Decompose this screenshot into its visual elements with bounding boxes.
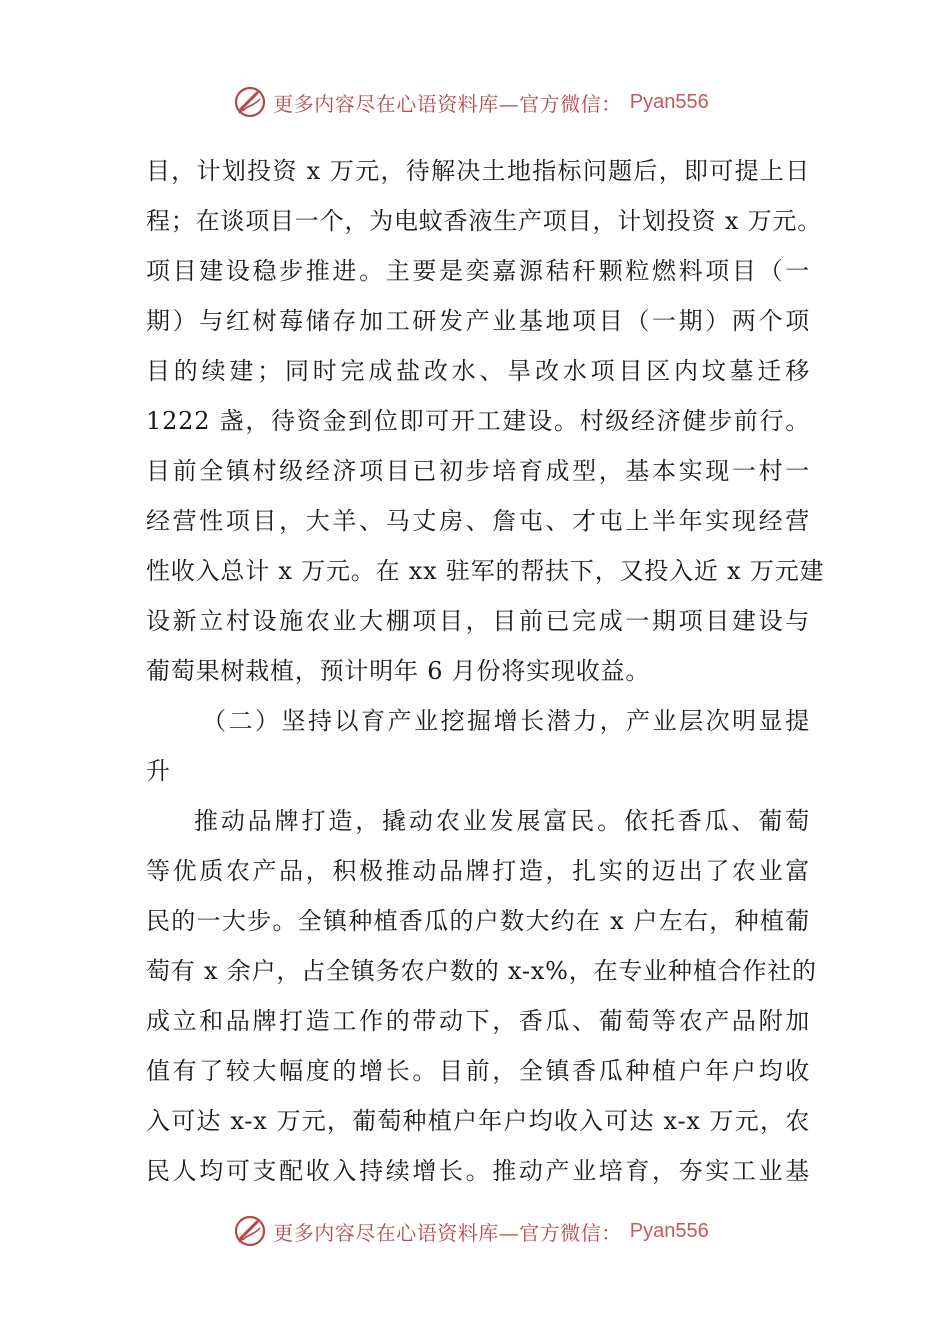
body-line: 期）与红树莓储存加工研发产业基地项目（一期）两个项 [146, 307, 810, 335]
pen-logo-icon [233, 1214, 267, 1248]
body-line: 等优质农产品，积极推动品牌打造，扎实的迈出了农业富 [146, 857, 810, 885]
header-banner-text: 更多内容尽在心语资料库—官方微信： [273, 91, 622, 116]
footer-watermark-banner [0, 1211, 950, 1251]
body-line: 民人均可支配收入持续增长。推动产业培育，夯实工业基 [146, 1157, 810, 1185]
body-line: 成立和品牌打造工作的带动下，香瓜、葡萄等农产品附加 [146, 1007, 810, 1035]
body-line: 1222 盏，待资金到位即可开工建设。村级经济健步前行。 [146, 407, 810, 435]
body-line: 程；在谈项目一个，为电蚊香液生产项目，计划投资 x 万元。 [146, 207, 822, 235]
body-line: 目，计划投资 x 万元，待解决土地指标问题后，即可提上日 [146, 157, 810, 185]
body-line: 值有了较大幅度的增长。目前，全镇香瓜种植户年户均收 [146, 1057, 810, 1085]
body-line: 萄有 x 余户，占全镇务农户数的 x-x%，在专业种植合作社的 [146, 957, 817, 985]
paragraph-first-line: 推动品牌打造，撬动农业发展富民。依托香瓜、葡萄 [194, 807, 810, 835]
header-watermark-banner [0, 82, 950, 122]
pen-logo-icon [233, 85, 267, 119]
body-line: 目前全镇村级经济项目已初步培育成型，基本实现一村一 [146, 457, 810, 485]
body-line: 项目建设稳步推进。主要是奕嘉源秸秆颗粒燃料项目（一 [146, 257, 810, 285]
body-line: 入可达 x-x 万元，葡萄种植户年户均收入可达 x-x 万元，农 [146, 1107, 810, 1135]
body-line: 经营性项目，大羊、马丈房、詹屯、才屯上半年实现经营 [146, 507, 810, 535]
footer-banner-text: 更多内容尽在心语资料库—官方微信： [273, 1220, 622, 1245]
body-line: 民的一大步。全镇种植香瓜的户数大约在 x 户左右，种植葡 [146, 907, 810, 935]
section-heading-continuation: 升 [146, 757, 171, 785]
body-line: 葡萄果树栽植，预计明年 6 月份将实现收益。 [146, 657, 651, 685]
footer-wechat-id: Pyan556 [629, 1219, 709, 1242]
body-line: 目的续建；同时完成盐改水、旱改水项目区内坟墓迁移 [146, 357, 810, 385]
document-body [146, 146, 825, 1196]
header-wechat-id: Pyan556 [629, 90, 709, 113]
body-line: 设新立村设施农业大棚项目，目前已完成一期项目建设与 [146, 607, 810, 635]
body-line: 性收入总计 x 万元。在 xx 驻军的帮扶下，又投入近 x 万元建 [146, 557, 825, 585]
section-heading: （二）坚持以育产业挖掘增长潜力，产业层次明显提 [202, 707, 810, 735]
